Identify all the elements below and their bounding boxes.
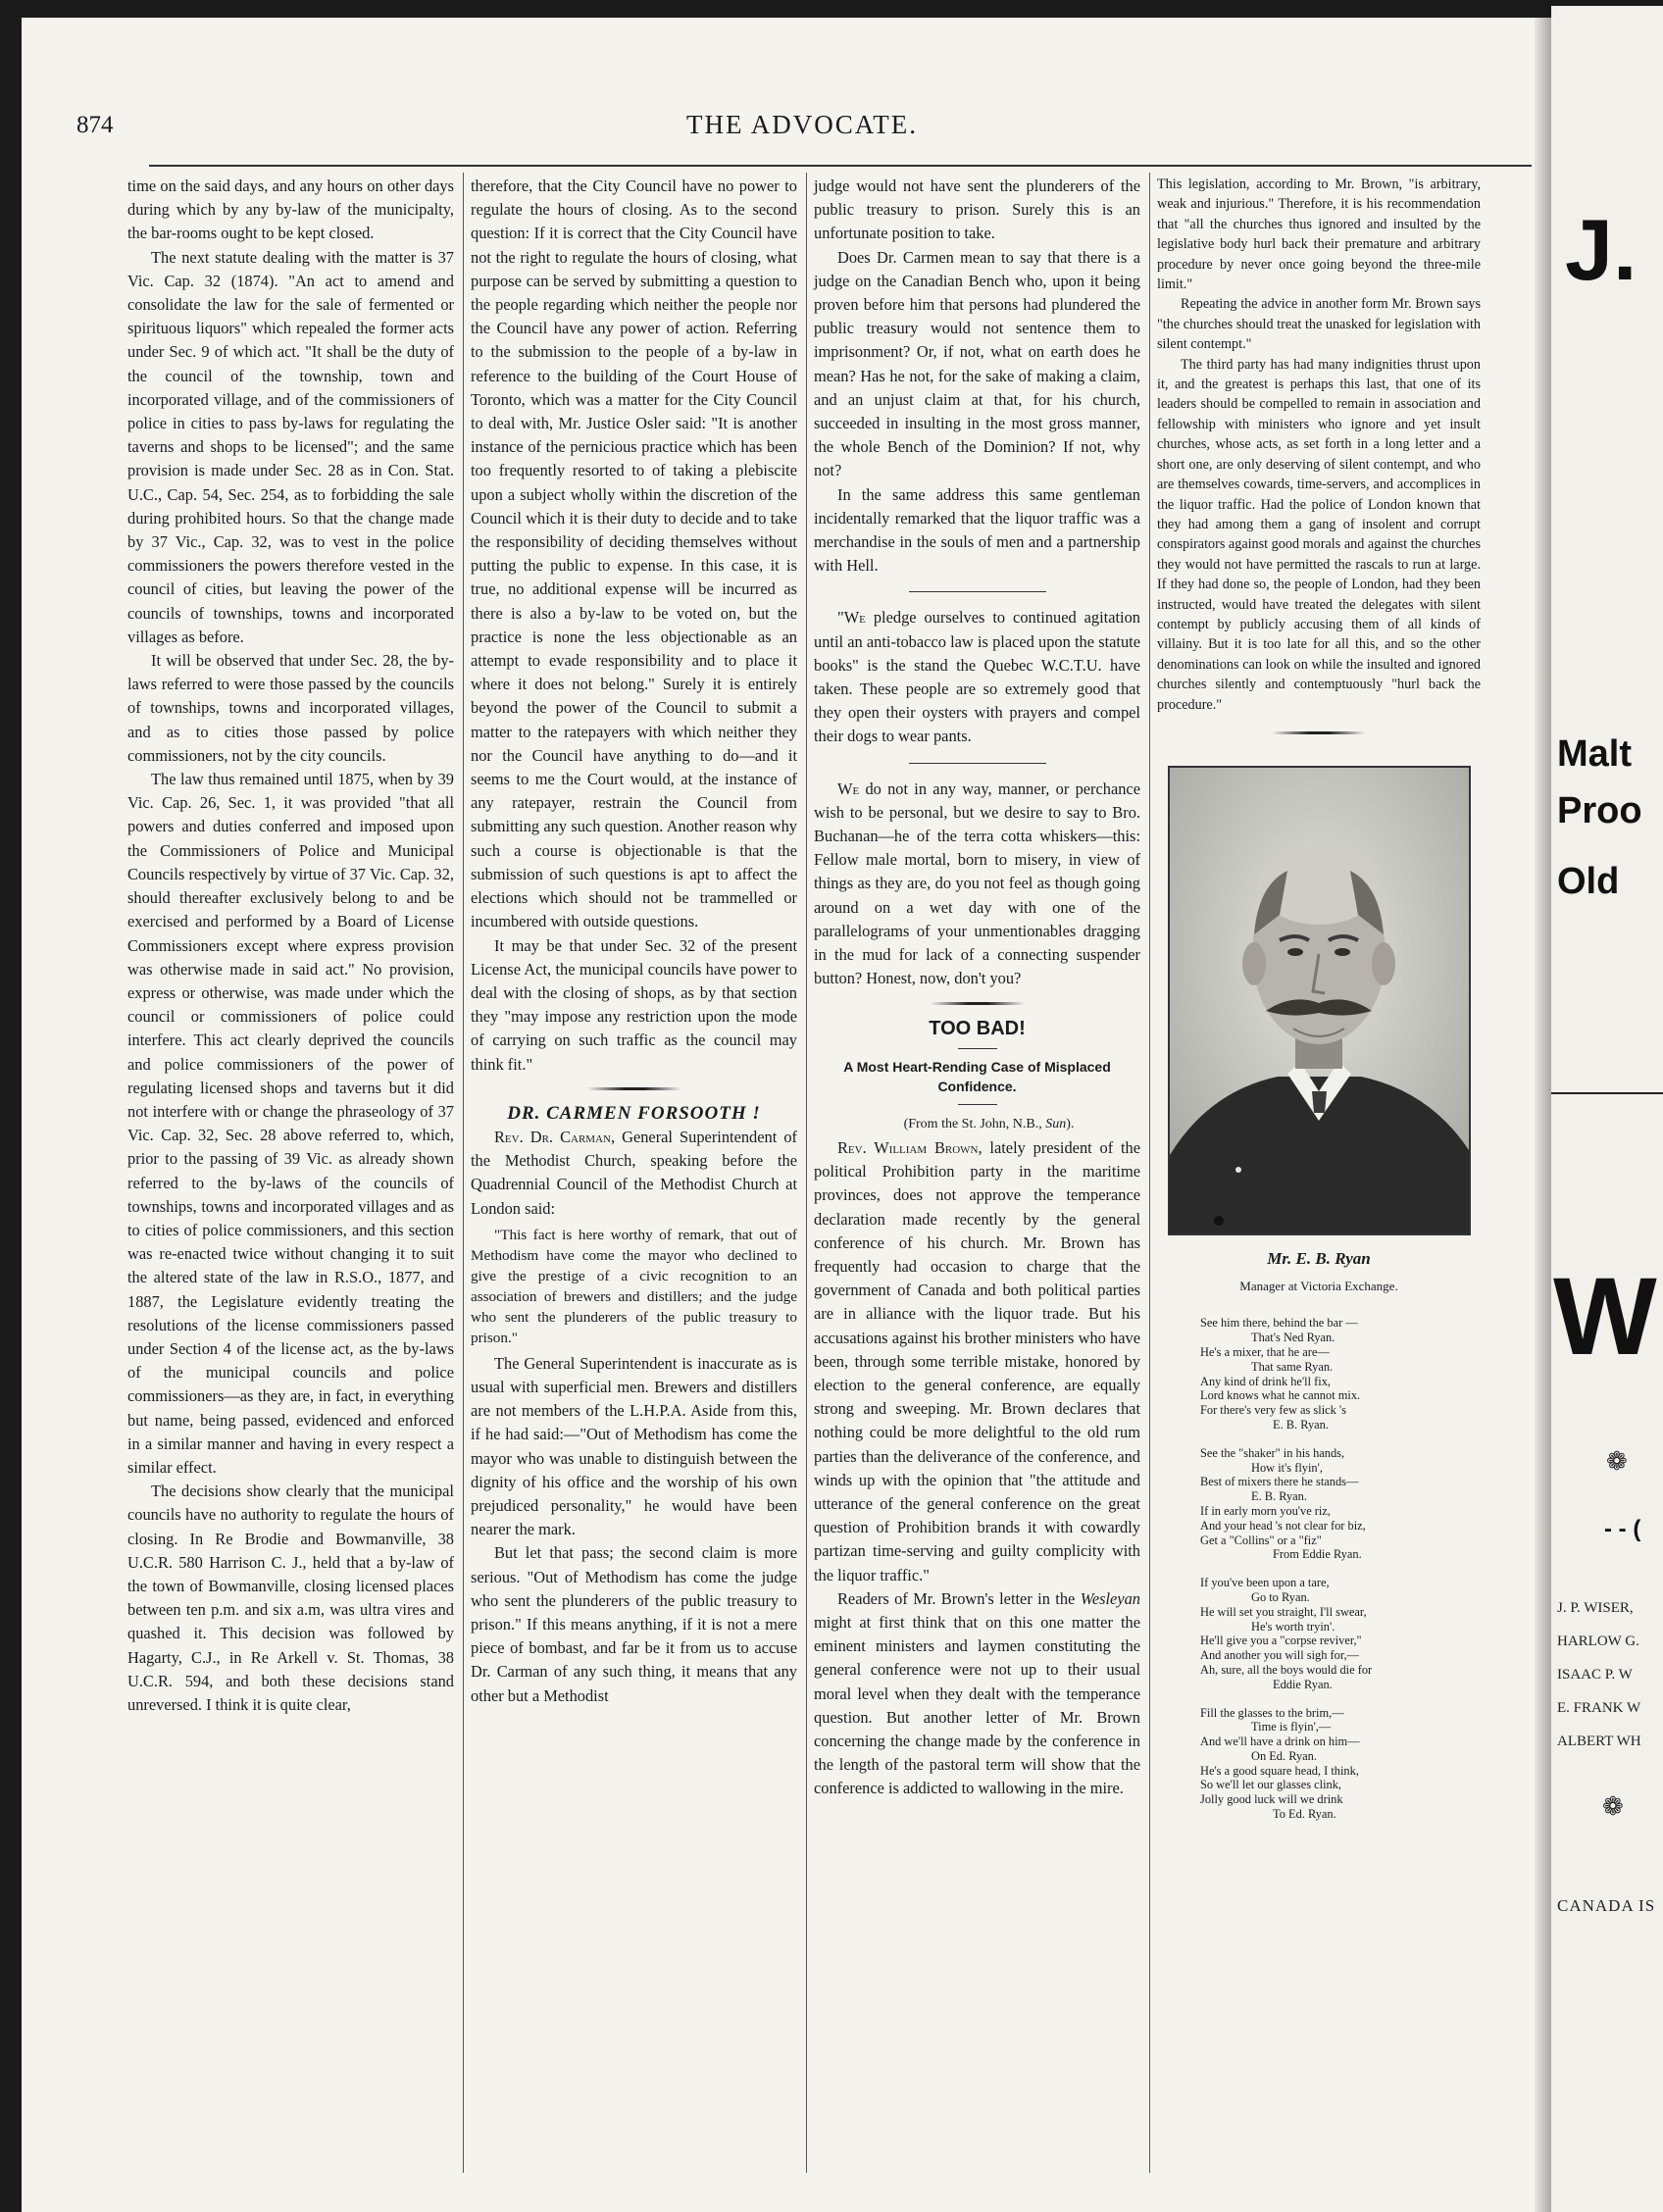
poem [1157, 1316, 1481, 1822]
divider-rule [958, 1104, 997, 1105]
portrait-caption-name: Mr. E. B. Ryan [1267, 1248, 1371, 1268]
paragraph: Does Dr. Carmen mean to say that there is a judge on the Canadian Bench who, upon it being proven before him that persons had plundered the public treasury would not sentence them to imprisonment? Or, if not, what on earth does he mean? Has he not, for the sake of making a claim, and an unjust claim at that, for his church, succeeded in insulting in the most gross manner, the whole Bench of the Dominion? If not, why not? [814, 247, 1140, 480]
credit-text: (From the St. John, N.B., [903, 1116, 1046, 1131]
paragraph [471, 1126, 797, 1221]
flower-icon: ❁ [1602, 1792, 1624, 1821]
poem-stanza [1157, 1576, 1481, 1691]
divider-rule [909, 763, 1046, 764]
source-credit [814, 1113, 1140, 1136]
adjacent-ad-line: Malt [1557, 733, 1632, 775]
poem-line: Any kind of drink he'll fix, [1200, 1374, 1332, 1388]
adjacent-ad-line: Proo [1557, 790, 1642, 831]
lead-words: "We [837, 608, 866, 628]
paragraph: It will be observed that under Sec. 28, the by-laws referred to were those passed by the councils of townships, towns and incorporated villages, and as to cities those passed by police commissioners, not by the city councils. [127, 651, 454, 765]
poem-stanza [1157, 1316, 1481, 1432]
article-heading-too-bad: TOO BAD! [929, 1017, 1026, 1039]
poem-line: On Ed. Ryan. [1251, 1748, 1317, 1763]
page-gutter [1535, 18, 1551, 2212]
poem-line: Lord knows what he cannot mix. [1200, 1388, 1361, 1403]
section-ornament [1157, 721, 1481, 746]
poem-line: Jolly good luck will we drink [1200, 1792, 1343, 1807]
poem-line: Go to Ryan. [1251, 1589, 1310, 1604]
page-number: 874 [76, 112, 114, 138]
paragraph: In the same address this same gentleman incidentally remarked that the liquor traffic was a merchandise in the souls of men and a partnership with Hell. [814, 484, 1140, 576]
column-3 [814, 175, 1140, 1801]
paragraph: therefore, that the City Council have no power to regulate the hours of closing. As to the second question: If it is correct that the City Council have not the right to regulate the hours of closing, what purpose can be served by submitting a question to the people regarding which neither the people nor the Council have any power of action. Referring to the submission to the people of a by-law in reference to the building of the Court House of Toronto, which was a matter for the City Council to deal with, Mr. Justice Osler said: "It is another instance of the pernicious practice which has been too frequently resorted to of taking a plebiscite upon a subject wholly within the discretion of the Council which it is their duty to decide and to take the responsibility of deciding themselves without putting the public to expense. In this case, it is true, no additional expense will be incurred as there is also a by-law to be voted on, but the practice is none the less objectionable as an attempt to evade responsibility and to place it where it does not belong." Surely it is entirely beyond the power of the Council to submit a matter to the ratepayers with which neither they nor the Council have anything to do—and it seems to me the Court would, at the instance of any ratepayer, restrain the Council from submitting any such question. Another reason why such a course is objectionable is that the submission of such questions is apt to affect the elections which should not be trammelled or incumbered with outside questions. [471, 176, 797, 931]
poem-line: And your head 's not clear for biz, [1200, 1518, 1366, 1533]
paragraph [814, 606, 1140, 748]
poem-line: And we'll have a drink on him— [1200, 1734, 1360, 1749]
poem-line: He's a good square head, I think, [1200, 1763, 1359, 1778]
adjacent-page [1551, 6, 1663, 2212]
credit-source: Sun [1045, 1116, 1067, 1131]
paragraph [814, 1136, 1140, 1587]
paragraph: It may be that under Sec. 32 of the present License Act, the municipal councils have power to deal with the closing of shops, as by that section they "may impose any restriction upon the mode of carrying on such traffic as the council may think fit." [471, 935, 797, 1074]
adjacent-name: E. FRANK W [1557, 1700, 1641, 1716]
paragraph: This legislation, according to Mr. Brown, "is arbitrary, weak and injurious." Therefore, it is his recommendation that "all the churches thus ignored and insulted by the legislative body hurl back their premature and arbitrary procedure by never once going beyond the three-mile limit." [1157, 176, 1481, 293]
quotation: "This fact is here worthy of remark, that out of Methodism have come the mayor who declined to give the prestige of a civic recognition to an association of brewers and distillers; and the judge who sent the plunderers of the public treasury to prison." [471, 1226, 797, 1346]
adjacent-headline: W [1553, 1255, 1657, 1378]
paragraph-text: Readers of Mr. Brown's letter in the [837, 1588, 1081, 1608]
flower-icon: ❁ [1606, 1447, 1628, 1476]
paragraph: The decisions show clearly that the municipal councils have no authority to regulate the hours of closing. In Re Brodie and Bowmanville, 38 U.C.R. 580 Harrison C. J., held that a by-law of the town of Bowmanville, closing licensed places between ten p.m. and six a.m, was ultra vires and quashed it. This decision was followed by Hagarty, C.J., in Re Arkell v. St. Thomas, 38 U.C.R. 594, and both these decisions stand unreversed. I think it is quite clear, [127, 1482, 454, 1714]
paper-title: THE ADVOCATE. [686, 110, 918, 139]
adjacent-ad-line: - - ( [1604, 1516, 1641, 1542]
paragraph: The third party has had many indignities thrust upon it, and the greatest is perhaps this last, that one of its leaders should be compelled to remain in association and fellowship with ministers who ignore and yet insult churches, whose acts, as set forth in a long letter and a short one, are only deserving of silent contempt, and who are themselves cowards, time-servers, and accomplices in the liquor traffic. Had the police of London known that they had among them a gang of insolent and corrupt conspirators against good morals and against the churches they would not have permitted the rascals to run at large. If they had done so, the people of London, had they been instructed, would have treated the delegates with silent contempt by publicly accusing them of all kinds of villainy. But it is too late for all this, and so the other denominations can look on while the insulted and ignored churches silently and contemptuously "hurl back the procedure." [1157, 356, 1481, 713]
poem-line: See the "shaker" in his hands, [1200, 1445, 1345, 1460]
poem-line: If you've been upon a tare, [1200, 1576, 1330, 1590]
portrait-photo [1168, 766, 1471, 1235]
column-divider [463, 173, 464, 2173]
poem-line: That same Ryan. [1251, 1359, 1334, 1374]
poem-line: Ah, sure, all the boys would die for [1200, 1662, 1373, 1677]
column-divider [1149, 173, 1150, 2173]
paragraph: judge would not have sent the plunderers of the public treasury to prison. Surely this is an unfortunate position to take. [814, 176, 1140, 243]
paragraph-text: might at first think that on this one matter the eminent ministers and laymen constituting the general conference were not up to their usual moral level when they dealt with the temperance question. But another letter of Mr. Brown concerning the change made by the conference in the length of the pastoral term will show that the conference is addicted to wallowing in the mire. [814, 1612, 1140, 1798]
adjacent-name: J. P. WISER, [1557, 1600, 1634, 1616]
divider-rule [909, 591, 1046, 592]
portrait-caption-title: Manager at Victoria Exchange. [1239, 1279, 1398, 1294]
credit-text: ). [1066, 1116, 1075, 1131]
portrait-illustration [1170, 768, 1469, 1233]
article-subheading: A Most Heart-Rending Case of Misplaced Confidence. [843, 1058, 1111, 1094]
poem-stanza [1157, 1706, 1481, 1822]
poem-line: He will set you straight, I'll swear, [1200, 1604, 1367, 1619]
poem-line: So we'll let our glasses clink, [1200, 1778, 1342, 1792]
poem-line: Best of mixers there he stands— [1200, 1475, 1359, 1489]
poem-line: That's Ned Ryan. [1251, 1331, 1335, 1345]
poem-line: He's a mixer, that he are— [1200, 1344, 1330, 1359]
lead-words: We [837, 779, 860, 798]
poem-line: If in early morn you've riz, [1200, 1503, 1331, 1518]
poem-line: How it's flyin', [1251, 1460, 1323, 1475]
column-4 [1157, 175, 1481, 1835]
adjacent-name: ALBERT WH [1557, 1734, 1641, 1749]
divider-rule [958, 1048, 997, 1049]
column-1 [127, 175, 454, 1717]
column-divider [806, 173, 807, 2173]
adjacent-rule [1551, 1092, 1663, 1094]
poem-line: Get a "Collins" or a "fiz" [1200, 1533, 1322, 1547]
paragraph: Repeating the advice in another form Mr. Brown says "the churches should treat the unasked for legislation with silent contempt." [1157, 296, 1481, 353]
poem-line: Fill the glasses to the brim,— [1200, 1705, 1344, 1720]
poem-line: And another you will sigh for,— [1200, 1648, 1359, 1663]
publication-name: Wesleyan [1080, 1588, 1140, 1608]
adjacent-ad-line: Old [1557, 861, 1620, 902]
poem-stanza [1157, 1446, 1481, 1562]
poem-line: Eddie Ryan. [1273, 1677, 1333, 1691]
paragraph: But let that pass; the second claim is more serious. "Out of Methodism has come the judge who sent the plunderers of the public treasury to prison." If this means anything, if it is not a mere piece of bombast, and far be it from us to accuse Dr. Carman of any such thing, it means that any other but a Methodist [471, 1543, 797, 1705]
section-ornament [471, 1077, 797, 1102]
masthead [76, 112, 1528, 151]
lead-words: Rev. Dr. Carman, [494, 1127, 616, 1146]
article-heading-carmen: DR. CARMEN FORSOOTH ! [507, 1102, 761, 1124]
adjacent-headline: J. [1565, 201, 1638, 298]
poem-line: E. B. Ryan. [1251, 1489, 1307, 1504]
column-2 [471, 175, 797, 1708]
newspaper-page [22, 18, 1551, 2212]
paragraph: The next statute dealing with the matter is 37 Vic. Cap. 32 (1874). "An act to amend and consolidate the law for the sale of fermented or spirituous liquors" which repealed the former acts under Sec. 9 of which act. "It shall be the duty of the council of the township, town and incorporated village, and of the commissioners of police in cities to pass by-laws for regulating the taverns and shops to be licensed"; and the same provision is made under Sec. 28 as in Con. Stat. U.C., Cap. 54, Sec. 254, as to forbidding the sale during prohibited hours. So that the change made by 37 Vic., Cap. 32, was to vest in the police commissioners the powers therefore vested in the council of cities, but leaving the power of the councils of townships, towns and incorporated villages as before. [127, 247, 454, 646]
paragraph-text: do not in any way, manner, or perchance wish to be personal, but we desire to say to Bro. Buchanan—he of the terra cotta whiskers—this: Fellow male mortal, born to misery, in view of things as they are, do you not feel as though going around on a wet day with one of the parallelograms of your unmentionables dragging in the mud for lack of a connecting suspender button? Honest, now, don't you? [814, 779, 1140, 988]
masthead-rule [149, 165, 1532, 167]
paragraph-text: pledge ourselves to continued agitation until an anti-tobacco law is placed upon the statute books" is the stand the Quebec W.C.T.U. have taken. These people are so extremely good that they open their oysters with prayers and compel their dogs to wear pants. [814, 608, 1140, 746]
paragraph-text: lately president of the political Prohibition party in the maritime provinces, does not approve the temperance declaration made recently by the general conference of his church. Mr. Brown has frequently had occasion to charge that the government of Canada and both political parties are in alliance with the liquor trade. But his accusations against his brother ministers who have been, through some terrible mistake, honored by election to the general conference, are equally strong and sweeping. Mr. Brown declares that nothing could be more delightful to the old rum parties than the deliverance of the conference, and winds up with the opinion that "the attitude and utterance of the general conference on the great question of Prohibition brands it with cowardly partizan time-serving and guilty complicity with the liquor traffic." [814, 1137, 1140, 1584]
adjacent-name: HARLOW G. [1557, 1634, 1639, 1649]
poem-line: E. B. Ryan. [1273, 1417, 1329, 1432]
lead-words: Rev. William Brown, [837, 1137, 983, 1157]
paragraph: time on the said days, and any hours on other days during which by any by-law of the municipalty, the bar-rooms ought to be kept closed. [127, 176, 454, 243]
adjacent-text: CANADA IS [1557, 1896, 1656, 1915]
poem-line: For there's very few as slick 's [1200, 1403, 1346, 1418]
paragraph-text: General Superintendent of the Methodist Church, speaking before the Quadrennial Council of the Methodist Church at London said: [471, 1127, 797, 1218]
adjacent-name: ISAAC P. W [1557, 1667, 1633, 1683]
paragraph: The law thus remained until 1875, when by 39 Vic. Cap. 26, Sec. 1, it was provided "that all powers and duties conferred and imposed upon the Commissioners of Police and Municipal Councils respectively by virtue of 37 Vic. Cap. 32, should thereafter exclusively belong to and be exercised and performed by a Board of License Commissioners except where express provision was otherwise made in said act." No provision, express or otherwise, was made under which the council or commissioners of police could interfere. This act clearly deprived the councils and police commissioners of the power of regulating licensed shops and taverns but it did not interfere with or change the phraseology of 37 Vic. Cap. 32, Sec. 28 above referred to, which, prior to the passing of 39 Vic. as already shown referred to the by-laws of the councils of townships, towns and incorporated villages and as to cities of police commissioners, and this section was re-enacted twice without changing it to suit the altered state of the law in R.S.O., 1877, and 1887, the Legislature evidently treating the resolutions of the license commissioners passed under Section 4 of the license act, as the by-laws of the municipal councils and police commissioners—as they are, in fact, in everything but name, being passed, evidenced and enforced in a similar manner and having in every respect a similar effect. [127, 770, 454, 1477]
paragraph [814, 1587, 1140, 1801]
poem-line: He'll give you a "corpse reviver," [1200, 1634, 1362, 1648]
poem-line: To Ed. Ryan. [1273, 1807, 1336, 1822]
poem-line: See him there, behind the bar — [1200, 1316, 1358, 1331]
paragraph [814, 778, 1140, 991]
paragraph: The General Superintendent is inaccurate as is usual with superficial men. Brewers and distillers are not members of the L.H.P.A. Aside from this, if he had said:—"Out of Methodism has come the mayor who was unable to distinguish between the dignity of his office and the worship of his own prejudiced personality," he would have been nearer the mark. [471, 1353, 797, 1539]
poem-line: From Eddie Ryan. [1273, 1547, 1362, 1562]
poem-line: He's worth tryin'. [1251, 1619, 1335, 1634]
section-ornament [814, 991, 1140, 1017]
poem-line: Time is flyin',— [1251, 1720, 1332, 1734]
